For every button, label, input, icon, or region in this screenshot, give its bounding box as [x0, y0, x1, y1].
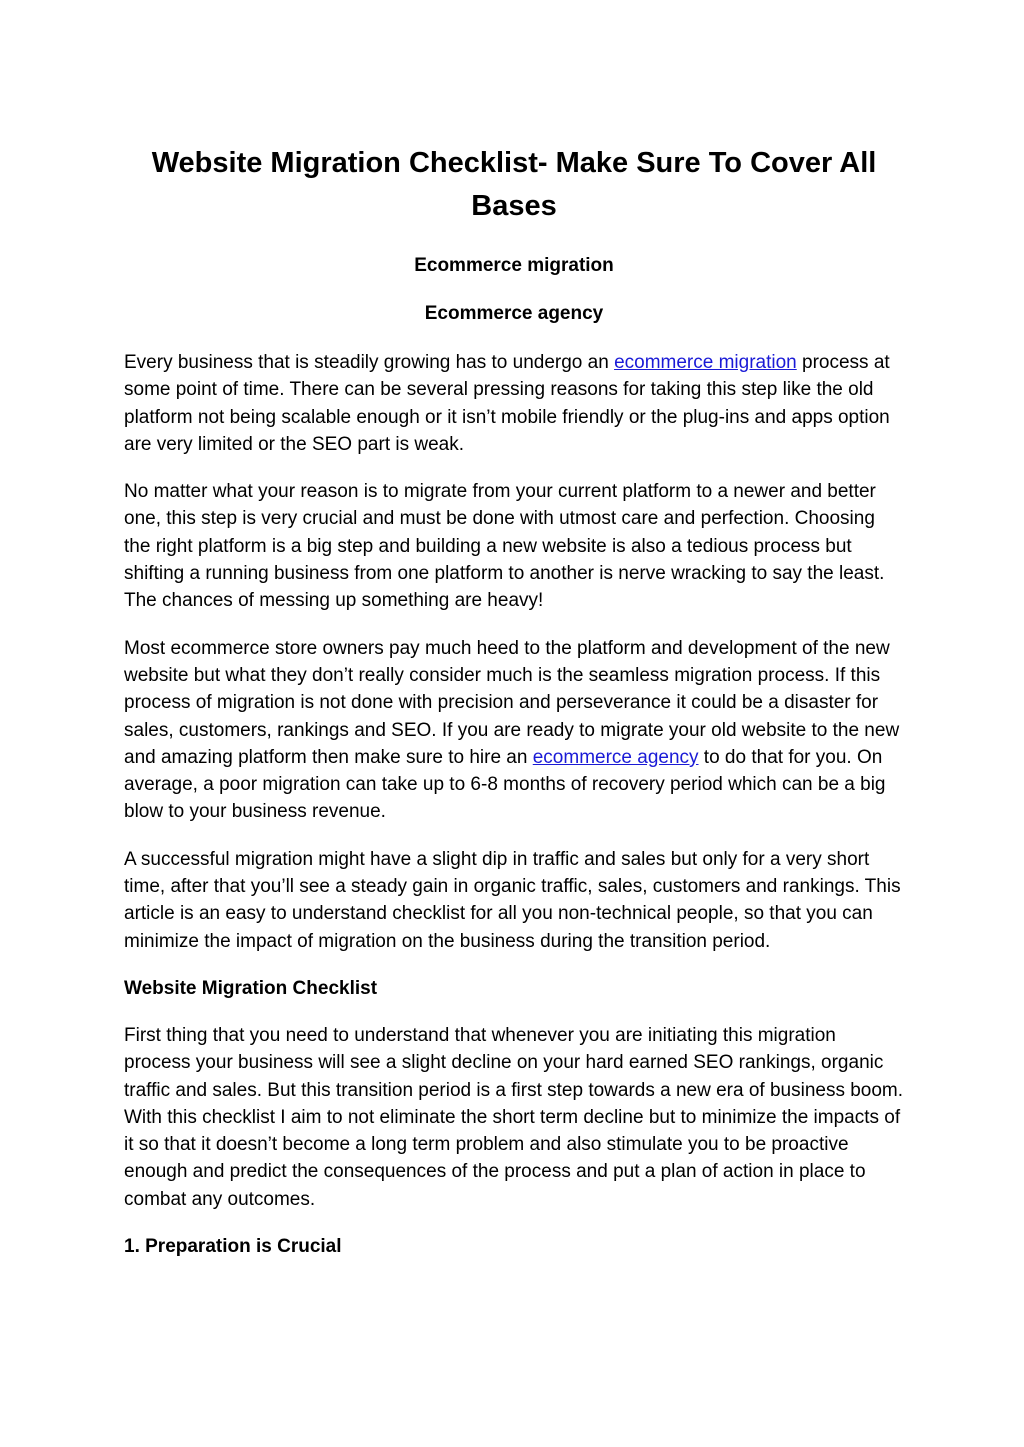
- subheading-ecommerce-agency: Ecommerce agency: [424, 303, 604, 324]
- subheading-ecommerce-migration: Ecommerce migration: [414, 255, 614, 276]
- paragraph-store-owners: [124, 635, 904, 826]
- paragraph-successful-migration: A successful migration might have a slight dip in traffic and sales but only for a very short time, after that you’ll see a steady gain in organic traffic, sales, customers and rankings. This article is an easy to understand checklist for all you non-technical people, so that you can minimize the impact of migration on the business during the transition period.: [124, 848, 901, 952]
- ecommerce-migration-link[interactable]: ecommerce migration: [614, 352, 797, 373]
- heading-preparation: 1. Preparation is Crucial: [124, 1236, 342, 1258]
- paragraph-store-owners-text-start: Most ecommerce store owners pay much heed to the platform and development of the new website but what they don’t really consider much is the seamless migration process. If this process of migration is not done with precision and perseverance it could be a disaster for sales, customers, rankings and SEO. If you are ready to migrate your old website to the new and amazing platform then make sure to hire an: [124, 637, 900, 768]
- paragraph-intro: [124, 349, 904, 458]
- paragraph-store-owners-text-end: to do that for you. On average, a poor migration can take up to 6-8 months of recovery period which can be a big blow to your business revenue.: [124, 746, 886, 823]
- section-heading-checklist: Website Migration Checklist: [124, 977, 378, 999]
- paragraph-intro-text-start: Every business that is steadily growing has to undergo an: [124, 352, 615, 373]
- document-page: [124, 142, 904, 1260]
- document-title: Website Migration Checklist- Make Sure To Cover All Bases: [151, 147, 877, 222]
- paragraph-intro-text-end: process at some point of time. There can be several pressing reasons for taking this step like the old platform not being scalable enough or it isn’t mobile friendly or the plug-ins and apps option are very limited or the SEO part is weak.: [124, 352, 890, 455]
- paragraph-reason: No matter what your reason is to migrate from your current platform to a newer and better one, this step is very crucial and must be done with utmost care and perfection. Choosing the right platform is a big step and building a new website is also a tedious process but shifting a running business from one platform to another is nerve wracking to say the least. The chances of messing up something are heavy!: [124, 481, 885, 612]
- paragraph-first-thing: First thing that you need to understand that whenever you are initiating this migration process your business will see a slight decline on your hard earned SEO rankings, organic traffic and sales. But this transition period is a first step towards a new era of business boom. With this checklist I aim to not eliminate the short term decline but to minimize the impacts of it so that it doesn’t become a long term problem and also stimulate you to be proactive enough and predict the consequences of the process and put a plan of action in place to combat any outcomes.: [124, 1024, 904, 1210]
- ecommerce-agency-link[interactable]: ecommerce agency: [532, 746, 699, 768]
